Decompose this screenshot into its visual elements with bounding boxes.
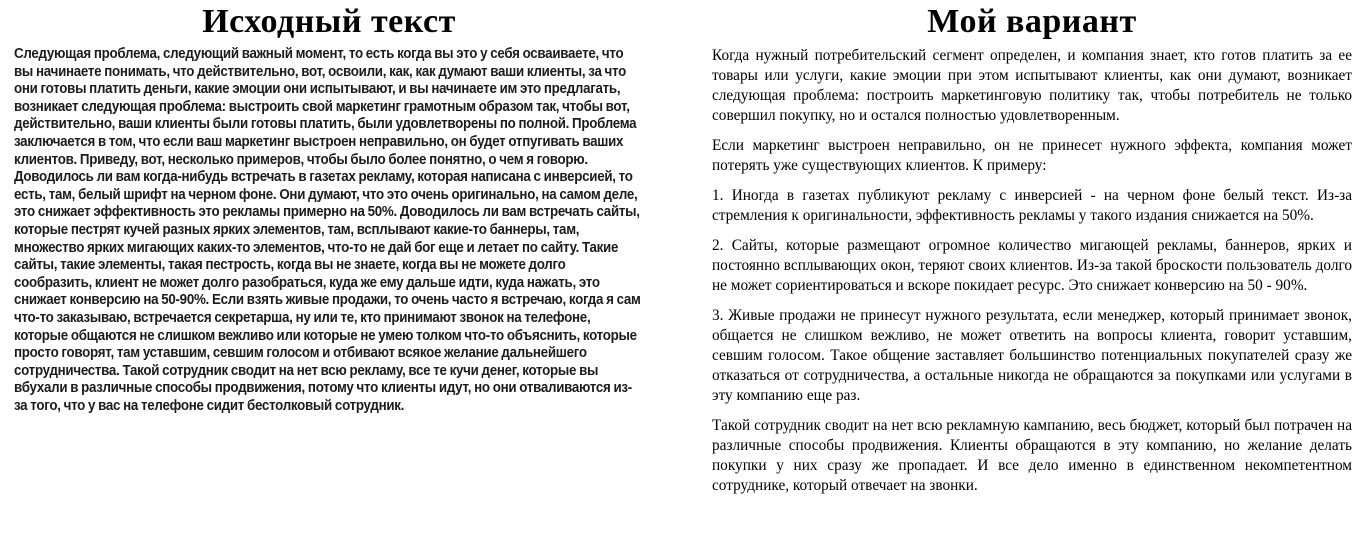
my-variant-column — [683, 0, 1366, 538]
variant-paragraph-example-3: 3. Живые продажи не принесут нужного результата, если менеджер, который принимает звонок, общается не слишком вежливо, не может ответить на вопросы клиента, говорит уставшим, севшим голосом. Такое общение заставляет большинство потенциальных покупателей сразу же отказаться от сотрудничества, а остальные никогда не обращаются за покупками или услугами в эту компанию еще раз. — [712, 307, 1352, 404]
variant-paragraph-lead-in: Если маркетинг выстроен неправильно, он не принесет нужного эффекта, компания может потерять уже существующих клиентов. К примеру: — [712, 137, 1352, 174]
my-variant-paragraphs — [712, 46, 1352, 496]
variant-paragraph-intro: Когда нужный потребительский сегмент определен, и компания знает, кто готов платить за ее товары или услуги, какие эмоции при этом испытывают клиенты, как они думают, возникает следующая проблема: построить маркетинговую политику так, чтобы потребитель не только совершил покупку, но и остался полностью удовлетворенным. — [712, 47, 1352, 124]
my-variant-title: Мой вариант — [927, 3, 1137, 40]
original-text-title: Исходный текст — [202, 3, 456, 40]
original-text-paragraph: Следующая проблема, следующий важный момент, то есть когда вы это у себя осваиваете, что вы начинаете понимать, что действительно, вот, освоили, как, как думают ваши клиенты, за что они готовы платить деньги, какие эмоции они испытывают, и вы начинаете им это предлагать, возникает следующая проблема: выстроить свой маркетинг грамотным образом так, чтобы вот, действительно, ваши клиенты были готовы платить, были удовлетворены по полной. Проблема заключается в том, что если ваш маркетинг выстроен неправильно, он будет отпугивать ваших клиентов. Приведу, вот, несколько примеров, чтобы было более понятно, о чем я говорю. Доводилось ли вам когда-нибудь встречать в газетах рекламу, которая написана с инверсией, то есть, там, белый шрифт на черном фоне. Они думают, что это очень оригинально, на самом деле, это снижает эффективность это рекламы примерно на 50%. Доводилось ли вам встречать сайты, которые пестрят кучей разных ярких элементов, там, всплывают какие-то баннеры, там, множество ярких мигающих каких-то элементов, что-то не дай бог еще и летает по сайту. Такие сайты, такие элементы, такая пестрость, когда вы не знаете, когда вы не можете долго сообразить, клиент не может долго разобраться, куда же ему дальше идти, куда нажать, это снижает конверсию на 50-90%. Если взять живые продажи, то очень часто я встречаю, когда я сам что-то заказываю, встречается секретарша, ну или те, кто принимают звонок на телефоне, которые общаются не слишком вежливо или которые не умею толком что-то объяснить, которые просто говорят, там уставшим, севшим голосом и отбивают всякое желание дальнейшего сотрудничества. Такой сотрудник сводит на нет всю рекламу, все те кучи денег, которые вы вбухали в различные способы продвижения, потому что клиенты идут, но они отваливаются из-за того, что у вас на телефоне сидит бестолковый сотрудник. — [14, 46, 641, 414]
variant-paragraph-example-2: 2. Сайты, которые размещают огромное количество мигающей рекламы, баннеров, ярких и постоянно всплывающих окон, теряют своих клиентов. Из-за такой броскости пользователь долго не может сориентироваться и вскоре покидает ресурс. Это снижает конверсию на 50 - 90%. — [712, 237, 1352, 294]
variant-paragraph-example-1: 1. Иногда в газетах публикуют рекламу с инверсией - на черном фоне белый текст. Из-за стремления к оригинальности, эффективность рекламы у такого издания снижается на 50%. — [712, 187, 1352, 224]
variant-paragraph-conclusion: Такой сотрудник сводит на нет всю рекламную кампанию, весь бюджет, который был потрачен на различные способы продвижения. Клиенты обращаются в эту компанию, но желание делать покупки у них сразу же пропадает. И все дело именно в единственном некомпетентном сотруднике, который отвечает на звонки. — [712, 417, 1352, 494]
